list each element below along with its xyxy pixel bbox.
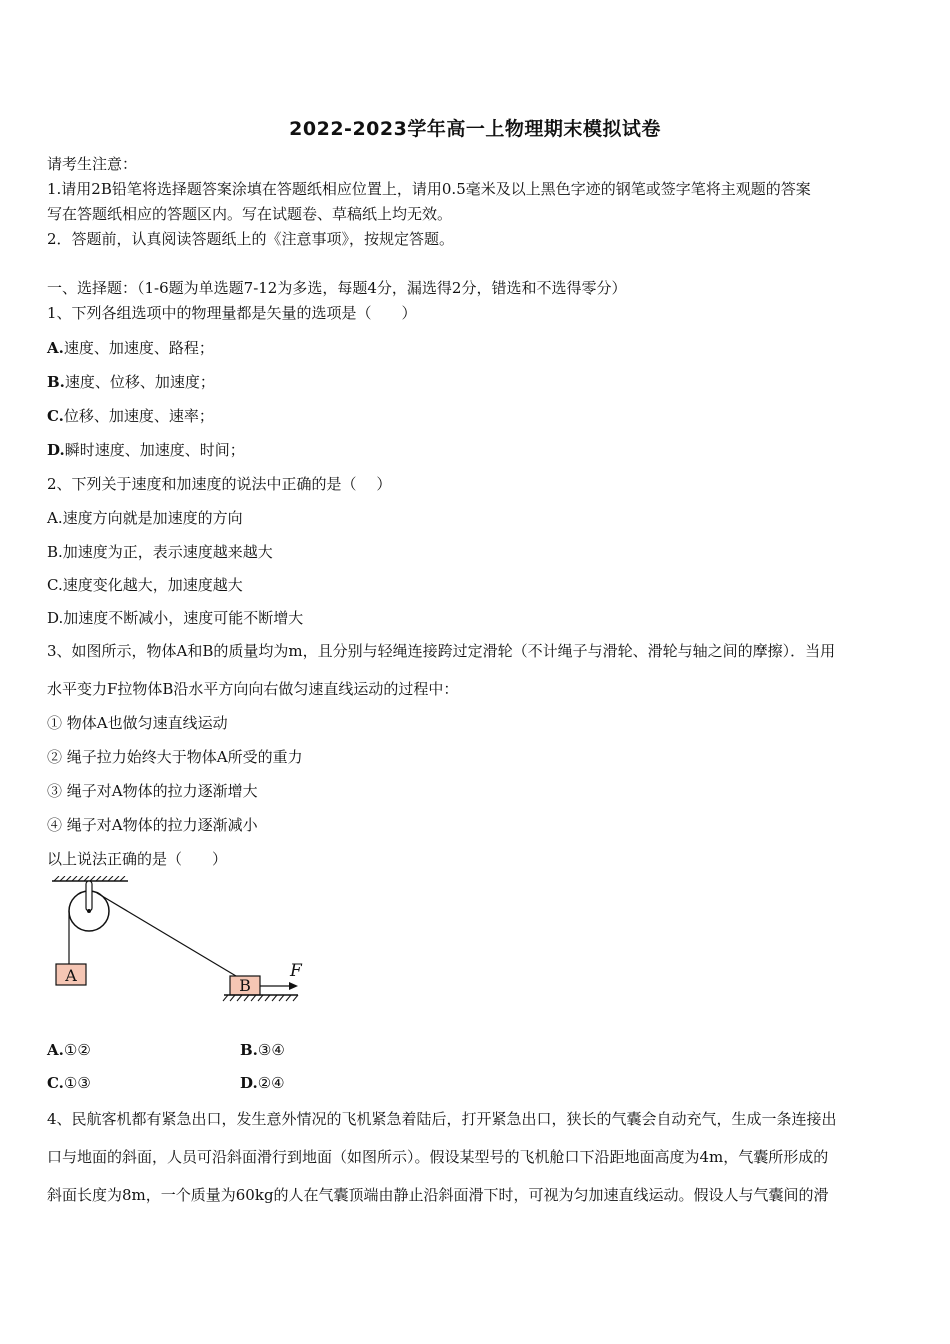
block-a-label: A: [65, 966, 77, 985]
notice-heading: 请考生注意：: [47, 155, 138, 173]
question-4-line-2: 口与地面的斜面，人员可沿斜面滑行到地面（如图所示）。假设某型号的飞机舱口下沿距地面高度为4m，气囊所形成的: [47, 1148, 829, 1166]
question-1-stem: 1、下列各组选项中的物理量都是矢量的选项是（ ）: [47, 304, 417, 322]
question-3-option-c: [47, 1074, 91, 1092]
option-text: 速度、加速度、路程；: [63, 339, 214, 357]
option-text: ②④: [257, 1074, 285, 1092]
option-letter: B.: [47, 373, 65, 391]
notice-item-1-line-2: 写在答题纸相应的答题区内。写在试题卷、草稿纸上均无效。: [47, 205, 453, 223]
question-3-prompt: 以上说法正确的是（ ）: [47, 850, 228, 868]
question-3-statement-3: ③ 绳子对A物体的拉力逐渐增大: [47, 782, 258, 800]
option-text: 速度、位移、加速度；: [64, 373, 215, 391]
question-1-option-d: [47, 439, 245, 460]
section-heading: 一、选择题：（1-6题为单选题7-12为多选，每题4分，漏选得2分，错选和不选得零分）: [47, 279, 627, 297]
question-2-stem: 2、下列关于速度和加速度的说法中正确的是（ ）: [47, 475, 392, 493]
question-4-line-3: 斜面长度为8m，一个质量为60kg的人在气囊顶端由静止沿斜面滑下时，可视为匀加速直线运动。假设人与气囊间的滑: [47, 1186, 829, 1204]
option-letter: A.: [47, 1041, 64, 1059]
question-3-stem-line-2: 水平变力F拉物体B沿水平方向向右做匀速直线运动的过程中：: [47, 680, 459, 698]
option-letter: D.: [240, 1074, 258, 1092]
question-3-statement-1: ① 物体A也做匀速直线运动: [47, 714, 228, 732]
question-2-option-c: C.速度变化越大，加速度越大: [47, 576, 243, 594]
question-3-statement-4: ④ 绳子对A物体的拉力逐渐减小: [47, 816, 258, 834]
option-text: ①②: [63, 1041, 91, 1059]
option-letter: C.: [47, 407, 64, 425]
question-1-option-c: [47, 405, 214, 426]
pulley-diagram: [44, 876, 304, 1006]
question-3-option-d: [240, 1074, 285, 1092]
question-1-option-a: [47, 337, 214, 358]
notice-item-2: 2．答题前，认真阅读答题纸上的《注意事项》，按规定答题。: [47, 230, 455, 248]
question-3-option-b: [240, 1041, 285, 1059]
option-letter: A.: [47, 339, 64, 357]
question-4-line-1: 4、民航客机都有紧急出口，发生意外情况的飞机紧急着陆后，打开紧急出口，狭长的气囊会自动充气，生成一条连接出: [47, 1110, 837, 1128]
option-letter: D.: [47, 441, 65, 459]
block-b-label: B: [239, 976, 251, 995]
option-text: ③④: [257, 1041, 285, 1059]
option-text: ①③: [63, 1074, 91, 1092]
force-f-label: F: [290, 961, 302, 981]
page-title: 2022-2023学年高一上物理期末模拟试卷: [289, 118, 661, 140]
question-2-option-a: A.速度方向就是加速度的方向: [47, 509, 243, 527]
question-3-stem-line-1: 3、如图所示，物体A和B的质量均为m，且分别与轻绳连接跨过定滑轮（不计绳子与滑轮、滑轮与轴之间的摩擦）．当用: [47, 642, 836, 660]
question-3-statement-2: ② 绳子拉力始终大于物体A所受的重力: [47, 748, 303, 766]
option-letter: B.: [240, 1041, 258, 1059]
option-text: 位移、加速度、速率；: [63, 407, 214, 425]
question-1-option-b: [47, 371, 215, 392]
question-2-option-b: B.加速度为正，表示速度越来越大: [47, 543, 273, 561]
question-2-option-d: D.加速度不断减小，速度可能不断增大: [47, 609, 304, 627]
notice-item-1-line-1: 1.请用2B铅笔将选择题答案涂填在答题纸相应位置上，请用0.5毫米及以上黑色字迹的钢笔或签字笔将主观题的答案: [47, 180, 811, 198]
question-3-option-a: [47, 1041, 91, 1059]
option-letter: C.: [47, 1074, 64, 1092]
option-text: 瞬时速度、加速度、时间；: [64, 441, 245, 459]
